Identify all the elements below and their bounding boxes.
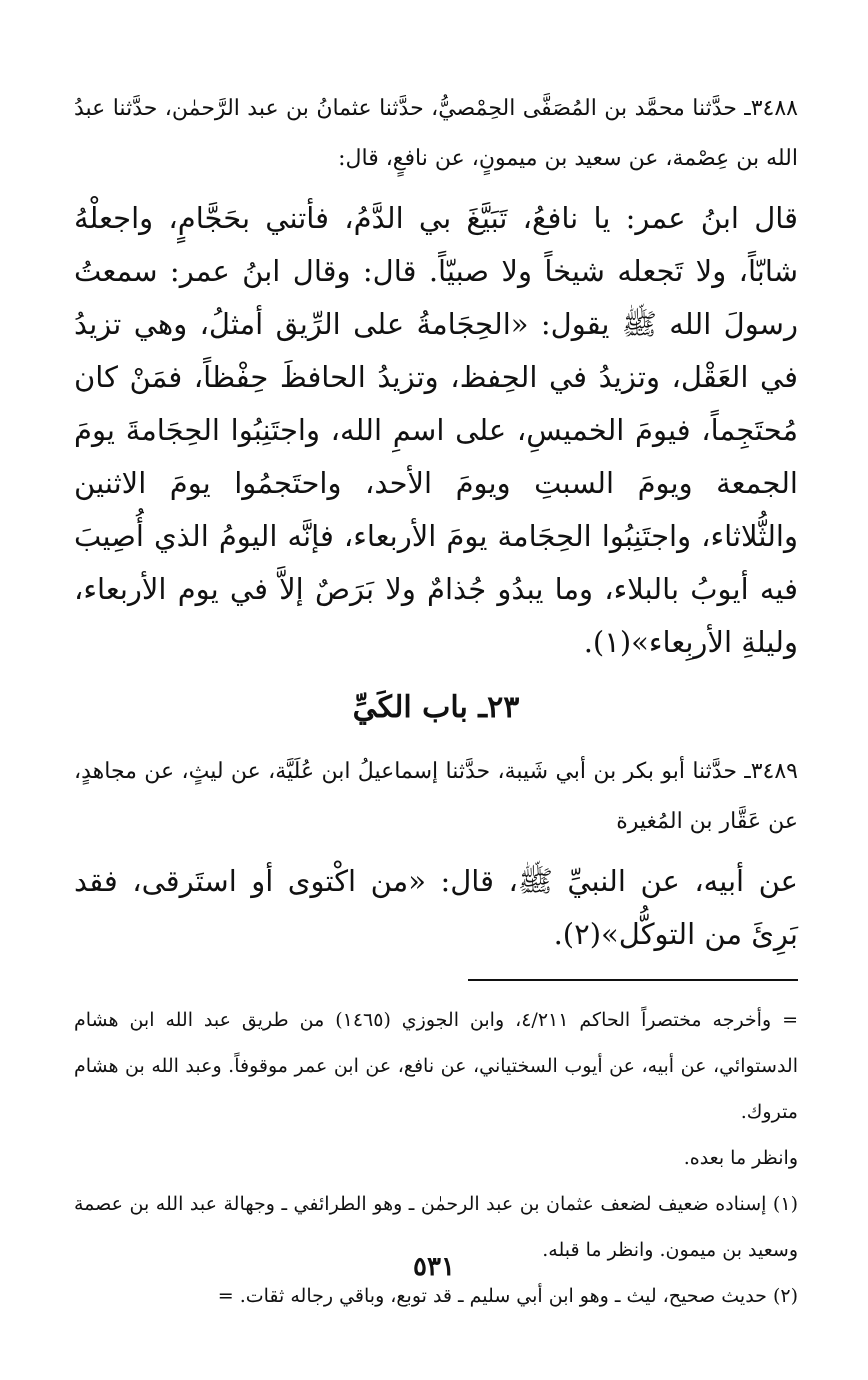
hadith-3489-isnad: ٣٤٨٩ـ حدَّثنا أبو بكر بن أبي شَيبة، حدَّثنا إسماعيلُ ابن عُلَيَّة، عن ليثٍ، عن مجاهدٍ، عن عَقَّار بن المُغيرة	[74, 759, 798, 834]
footnote-divider	[468, 979, 798, 981]
footnote-continued: = وأخرجه مختصراً الحاكم ٤/٢١١، وابن الجوزي (١٤٦٥) من طريق عبد الله ابن هشام الدستوائي، عن أبيه، عن أيوب السختياني، عن نافع، عن ابن عمر موقوفاً. وعبد الله بن هشام متروك.	[74, 1009, 798, 1123]
chapter-heading: ٢٣ـ باب الكَيِّ	[352, 690, 520, 725]
hadith-3488-matn: قال ابنُ عمر: يا نافعُ، تَبَيَّغَ بي الدَّمُ، فأتني بحَجَّامٍ، واجعلْهُ شابّاً، ولا تَجعله شيخاً ولا صبيّاً. قال: وقال ابنُ عمر: سمعتُ رسولَ الله ﷺ يقول: «الحِجَامةُ على الرِّيق أمثلُ، وهي تزيدُ في العَقْل، وتزيدُ في الحِفظ، وتزيدُ الحافظَ حِفْظاً، فمَنْ كان مُحتَجِماً، فيومَ الخميسِ، على اسمِ الله، واجتَنِبُوا الحِجَامةَ يومَ الجمعة ويومَ السبتِ ويومَ الأحد، واحتَجمُوا يومَ الاثنين والثُّلاثاء، واجتَنِبُوا الحِجَامة يومَ الأربعاء، فإنَّه اليومُ الذي أُصِيبَ فيه أيوبُ بالبلاء، وما يبدُو جُذامٌ ولا بَرَصٌ إلاَّ في يوم الأربعاء، وليلةِ الأربِعاء»(١).	[74, 201, 798, 659]
hadith-3489-matn: عن أبيه، عن النبيِّ ﷺ، قال: «من اكْتوى أو استَرقى، فقد بَرِئَ من التوكُّل»(٢).	[74, 864, 798, 951]
footnote-1: (١) إسناده ضعيف لضعف عثمان بن عبد الرحمٰن ـ وهو الطرائفي ـ وجهالة عبد الله بن عصمة وسعيد بن ميمون. وانظر ما قبله.	[74, 1193, 798, 1261]
page-number: ٥٣١	[413, 1252, 455, 1282]
footnote-see-after: وانظر ما بعده.	[683, 1147, 798, 1169]
hadith-3488-isnad: ٣٤٨٨ـ حدَّثنا محمَّد بن المُصَفَّى الحِمْصيُّ، حدَّثنا عثمانُ بن عبد الرَّحمٰن، حدَّثنا عبدُ الله بن عِصْمة، عن سعيد بن ميمونٍ، عن نافعٍ، قال:	[74, 96, 798, 171]
footnote-2: (٢) حديث صحيح، ليث ـ وهو ابن أبي سليم ـ قد توبع، وباقي رجاله ثقات. =	[217, 1285, 798, 1307]
